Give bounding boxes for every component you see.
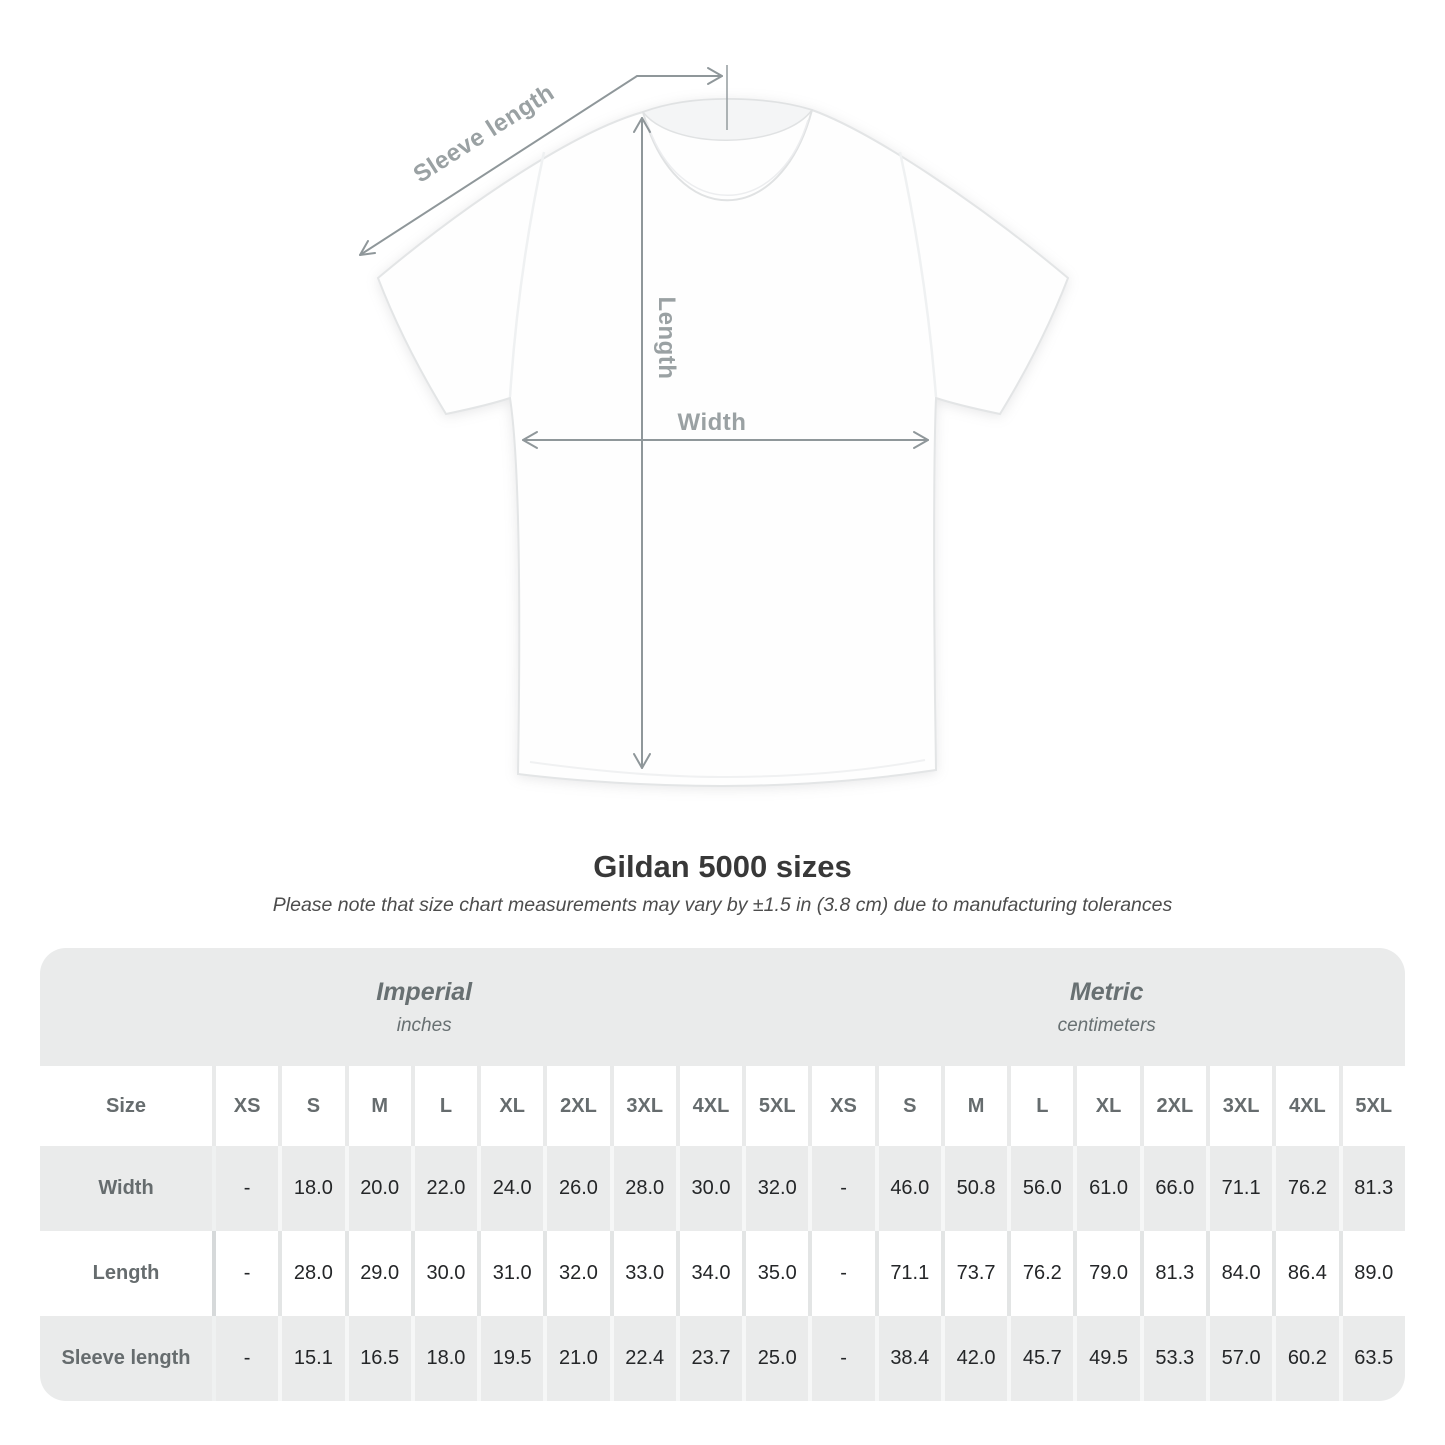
sleeve-length-label: Sleeve length [408, 78, 560, 189]
measurement-cell: 76.2 [1272, 1146, 1338, 1231]
size-column-header: 3XL [610, 1066, 676, 1146]
group-name-metric: Metric [1069, 977, 1144, 1006]
measurement-cell: 61.0 [1073, 1146, 1139, 1231]
measurement-cell: 76.2 [1007, 1231, 1073, 1316]
size-column-header: 2XL [543, 1066, 609, 1146]
measurement-cell: 89.0 [1339, 1231, 1405, 1316]
size-column-header: 3XL [1206, 1066, 1272, 1146]
size-column-header: 2XL [1140, 1066, 1206, 1146]
measurement-cell: 31.0 [477, 1231, 543, 1316]
group-name-imperial: Imperial [376, 977, 473, 1006]
measurement-cell: - [808, 1231, 874, 1316]
tshirt-outline [378, 99, 1068, 786]
measurement-cell: 81.3 [1140, 1231, 1206, 1316]
size-table-grid [40, 948, 1405, 1401]
measurement-cell: 79.0 [1073, 1231, 1139, 1316]
size-column-header: XS [212, 1066, 278, 1146]
size-column-header: S [875, 1066, 941, 1146]
size-column-header: M [941, 1066, 1007, 1146]
size-column-header: M [345, 1066, 411, 1146]
size-corner-header: Size [40, 1066, 212, 1146]
group-header-imperial [40, 948, 808, 1066]
measurement-cell: 56.0 [1007, 1146, 1073, 1231]
measurement-cell: 26.0 [543, 1146, 609, 1231]
measurement-cell: - [212, 1146, 278, 1231]
tolerance-note: Please note that size chart measurements may vary by ±1.5 in (3.8 cm) due to manufacturing tolerances [272, 894, 1173, 916]
measurement-cell: - [212, 1316, 278, 1401]
measurement-cell: 32.0 [742, 1146, 808, 1231]
measurement-cell: 21.0 [543, 1316, 609, 1401]
measurement-cell: 33.0 [610, 1231, 676, 1316]
measurement-cell: 25.0 [742, 1316, 808, 1401]
measurement-cell: 28.0 [278, 1231, 344, 1316]
measurement-cell: 29.0 [345, 1231, 411, 1316]
measurement-cell: 22.0 [411, 1146, 477, 1231]
group-header-metric [808, 948, 1405, 1066]
measurement-cell: 46.0 [875, 1146, 941, 1231]
group-unit-imperial: inches [396, 1014, 452, 1036]
measurement-cell: - [212, 1231, 278, 1316]
measurement-cell: 18.0 [411, 1316, 477, 1401]
page-title: Gildan 5000 sizes [593, 849, 852, 884]
measurement-cell: 66.0 [1140, 1146, 1206, 1231]
measurement-cell: 15.1 [278, 1316, 344, 1401]
measurement-cell: 30.0 [411, 1231, 477, 1316]
width-row [40, 1146, 1405, 1231]
measurement-cell: 18.0 [278, 1146, 344, 1231]
group-unit-metric: centimeters [1057, 1014, 1156, 1036]
sleeve-length-row [40, 1316, 1405, 1401]
measurement-cell: 73.7 [941, 1231, 1007, 1316]
row-label: Length [40, 1231, 212, 1316]
unit-group-row [40, 948, 1405, 1066]
size-column-header: S [278, 1066, 344, 1146]
measurement-cell: 23.7 [676, 1316, 742, 1401]
measurement-cell: 35.0 [742, 1231, 808, 1316]
size-column-header: XL [1073, 1066, 1139, 1146]
measurement-cell: 71.1 [1206, 1146, 1272, 1231]
row-label: Sleeve length [40, 1316, 212, 1401]
measurement-cell: 60.2 [1272, 1316, 1338, 1401]
size-column-header: L [1007, 1066, 1073, 1146]
title-block [0, 849, 1445, 918]
measurement-cell: 49.5 [1073, 1316, 1139, 1401]
measurement-cell: 30.0 [676, 1146, 742, 1231]
measurement-cell: 84.0 [1206, 1231, 1272, 1316]
width-label: Width [677, 409, 747, 436]
measurement-cell: 45.7 [1007, 1316, 1073, 1401]
measurement-cell: 34.0 [676, 1231, 742, 1316]
size-column-header: L [411, 1066, 477, 1146]
measurement-cell: 20.0 [345, 1146, 411, 1231]
measurement-cell: 57.0 [1206, 1316, 1272, 1401]
size-header-row [40, 1066, 1405, 1146]
row-label: Width [40, 1146, 212, 1231]
length-label: Length [653, 296, 680, 380]
measurement-cell: 71.1 [875, 1231, 941, 1316]
size-column-header: 4XL [1272, 1066, 1338, 1146]
size-column-header: XL [477, 1066, 543, 1146]
size-column-header: 5XL [1339, 1066, 1405, 1146]
size-column-header: 4XL [676, 1066, 742, 1146]
measurement-cell: 32.0 [543, 1231, 609, 1316]
tshirt-illustration [378, 99, 1068, 786]
measurement-cell: 86.4 [1272, 1231, 1338, 1316]
measurement-cell: 81.3 [1339, 1146, 1405, 1231]
length-row [40, 1231, 1405, 1316]
measurement-cell: 38.4 [875, 1316, 941, 1401]
measurement-cell: 16.5 [345, 1316, 411, 1401]
measurement-cell: 53.3 [1140, 1316, 1206, 1401]
measurement-cell: 22.4 [610, 1316, 676, 1401]
size-table [40, 948, 1405, 1401]
size-column-header: XS [808, 1066, 874, 1146]
measurement-cell: 50.8 [941, 1146, 1007, 1231]
size-column-header: 5XL [742, 1066, 808, 1146]
measurement-cell: 19.5 [477, 1316, 543, 1401]
measurement-cell: 42.0 [941, 1316, 1007, 1401]
measurement-cell: - [808, 1316, 874, 1401]
measurement-cell: 63.5 [1339, 1316, 1405, 1401]
measurement-cell: - [808, 1146, 874, 1231]
measurement-cell: 24.0 [477, 1146, 543, 1231]
measurement-cell: 28.0 [610, 1146, 676, 1231]
